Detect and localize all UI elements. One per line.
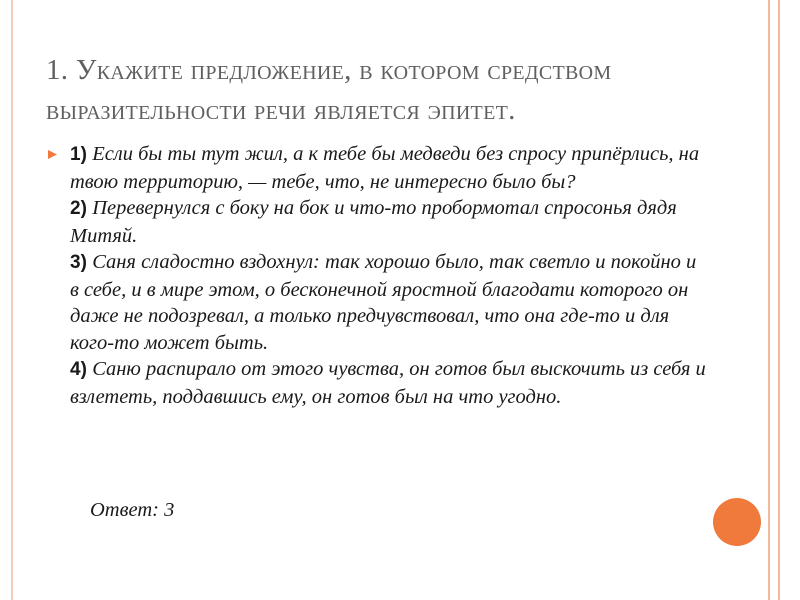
option-3-number: 3): [70, 252, 93, 273]
answer-text: Ответ: 3: [90, 499, 175, 521]
option-1: [70, 141, 710, 195]
option-2: [70, 195, 710, 249]
left-border-line: [11, 0, 13, 600]
option-4: [70, 356, 710, 410]
option-1-number: 1): [70, 144, 93, 165]
decorative-circle-icon: [713, 498, 761, 546]
option-1-text: Если бы ты тут жил, а к тебе бы медведи без спросу припёрлись, на твою территорию, — тебе, что, не интересно было бы?: [70, 143, 700, 193]
option-4-text: Саню распирало от этого чувства, он готов был выскочить из себя и взлететь, поддавшись ему, он готов был на что угодно.: [70, 358, 706, 408]
question-options: [70, 141, 710, 410]
option-3: [70, 249, 710, 356]
option-4-number: 4): [70, 359, 93, 380]
bullet-arrow-icon: [48, 150, 57, 159]
option-2-text: Перевернулся с боку на бок и что-то пробормотал спросонья дядя Митяй.: [70, 197, 677, 247]
title-line-1: 1. Укажите предложение, в котором средством: [46, 54, 612, 86]
option-2-number: 2): [70, 198, 93, 219]
slide-title: [46, 50, 746, 130]
title-line-2: выразительности речи является эпитет.: [46, 94, 516, 126]
option-3-text: Саня сладостно вздохнул: так хорошо было, так светло и покойно и в себе, и в мире этом, о бесконечной яростной благодати которого он даже не подозревал, а только предчувствовал, что она где-то и для кого-то может быть.: [70, 251, 697, 354]
right-border-line-outer: [768, 0, 770, 600]
right-border-line-inner: [778, 0, 780, 600]
